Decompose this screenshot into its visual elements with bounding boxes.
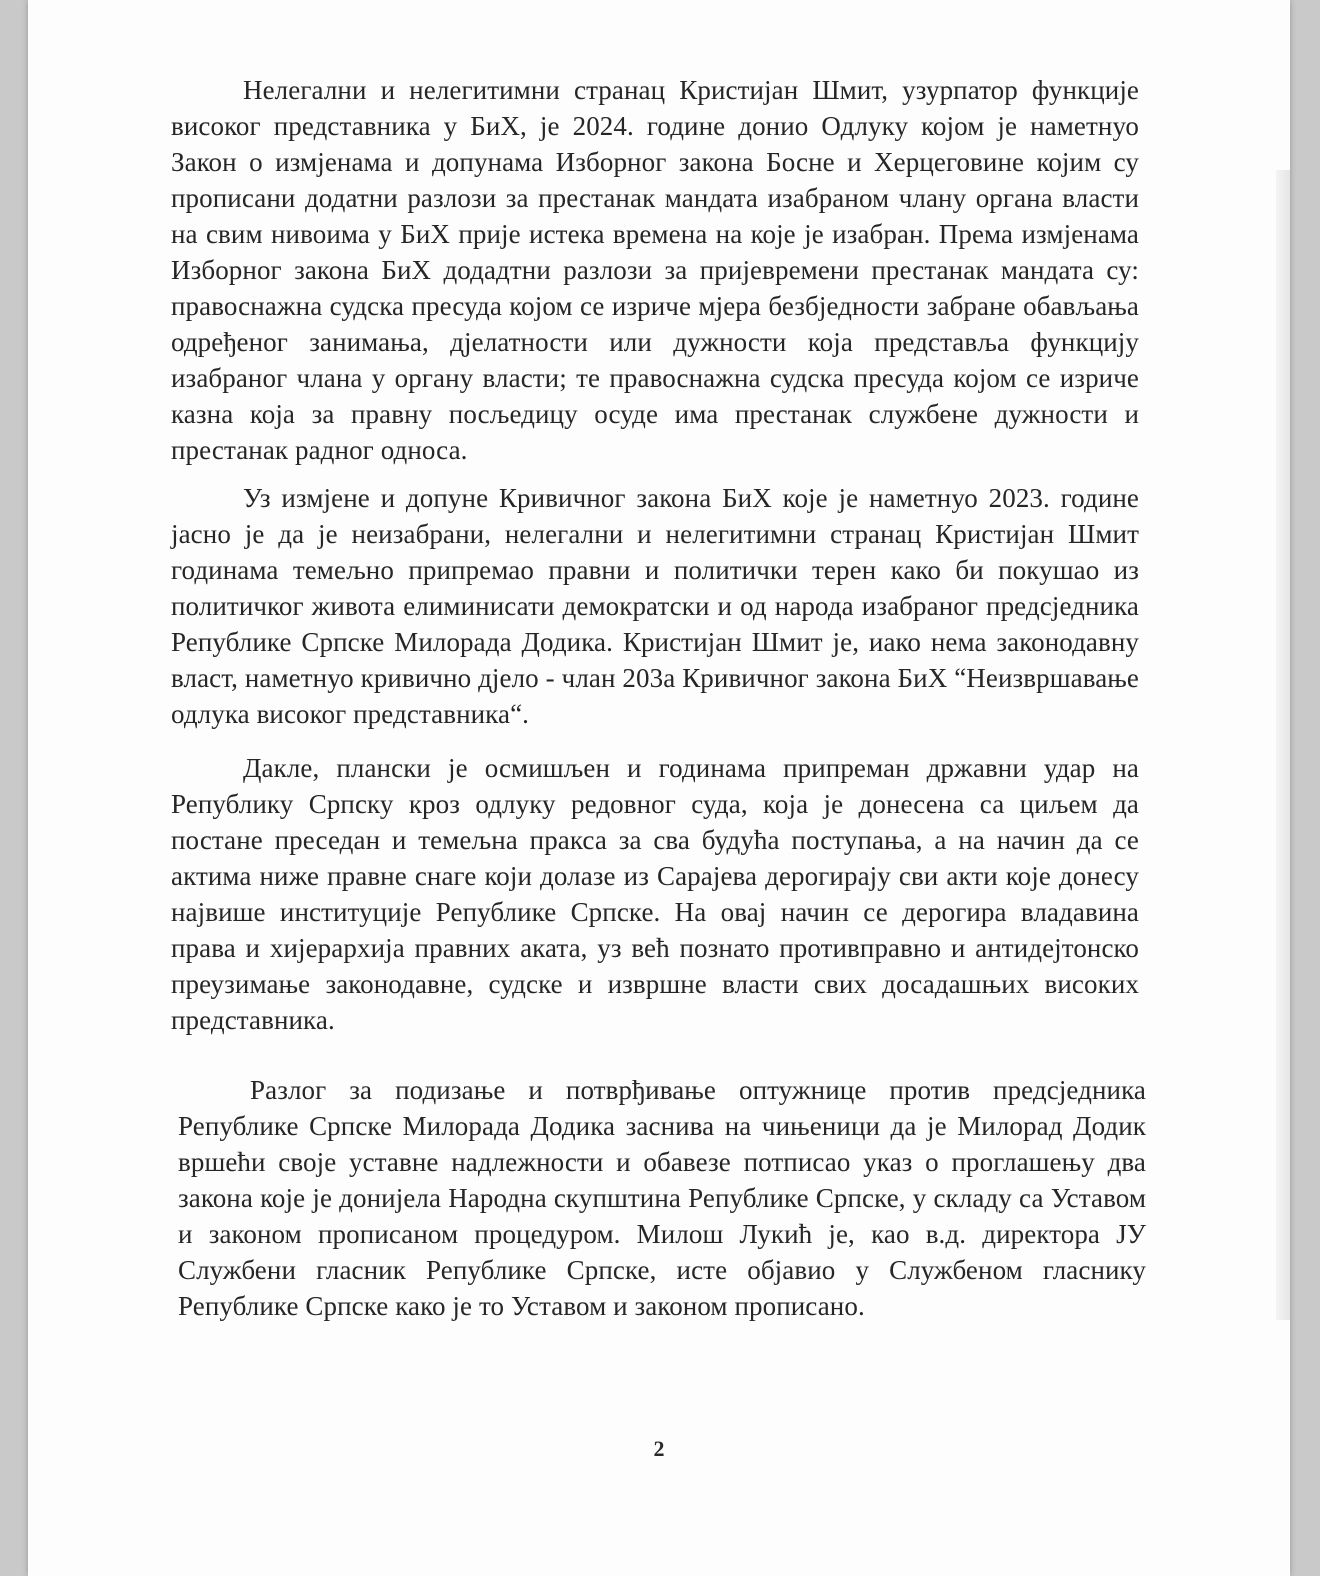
- page-number: 2: [653, 1436, 665, 1461]
- paragraph-1: [171, 72, 1139, 468]
- paragraph-4: [178, 1072, 1146, 1324]
- paragraph-1-text: Нелегални и нелегитимни странац Кристијан Шмит, узурпатор функције високог представника у БиХ, је 2024. године донио Одлуку којом је наметнуо Закон о измјенама и допунама Изборног закона Босне и Херцеговине којим су прописани додатни разлози за престанак мандата изабраном члану органа власти на свим нивоима у БиХ прије истека времена на које је изабран. Према измјенама Изборног закона БиХ додадтни разлози за пријевремени престанак мандата су: правоснажна судска пресуда којом се изриче мјера безбједности забране обављања одређеног занимања, дјелатности или дужности која представља функцију изабраног члана у органу власти; те правоснажна судска пресуда којом се изриче казна која за правну посљедицу осуде има престанак службене дужности и престанак радног односа.: [171, 75, 1139, 465]
- page-edge-shadow: [1276, 170, 1290, 1320]
- paragraph-4-text: Разлог за подизање и потврђивање оптужнице против предсједника Републике Српске Милорада Додика заснива на чињеници да је Милорад Додик вршећи своје уставне надлежности и обавезе потписао указ о проглашењу два закона које је донијела Народна скупштина Републике Српске, у складу са Уставом и законом прописаном процедуром. Милош Лукић је, као в.д. директора ЈУ Службени гласник Републике Српске, исте објавио у Службеном гласнику Републике Српске како је то Уставом и законом прописано.: [178, 1075, 1146, 1321]
- document-page: [28, 0, 1290, 1576]
- paragraph-2: [171, 480, 1139, 732]
- paragraph-3-text: Дакле, плански је осмишљен и годинама припреман државни удар на Републику Српску кроз одлуку редовног суда, која је донесена са циљем да постане преседан и темељна пракса за сва будућа поступања, а на начин да се актима ниже правне снаге који долазе из Сарајева дерогирају сви акти које донесу највише институције Републике Српске. На овај начин се дерогира владавина права и хијерархија правних аката, уз већ познато противправно и антидејтонско преузимање законодавне, судске и извршне власти свих досадашњих високих представника.: [171, 753, 1139, 1035]
- paragraph-2-text: Уз измјене и допуне Кривичног закона БиХ које је наметнуо 2023. године јасно је да је неизабрани, нелегални и нелегитимни странац Кристијан Шмит годинама темељно припремао правни и политички терен како би покушао из политичког живота елиминисати демократски и од народа изабраног предсједника Републике Српске Милорада Додика. Кристијан Шмит је, иако нема законодавну власт, наметнуо кривично дјело - члан 203а Кривичног закона БиХ “Неизвршавање одлука високог представника“.: [171, 483, 1139, 729]
- paragraph-3: [171, 750, 1139, 1038]
